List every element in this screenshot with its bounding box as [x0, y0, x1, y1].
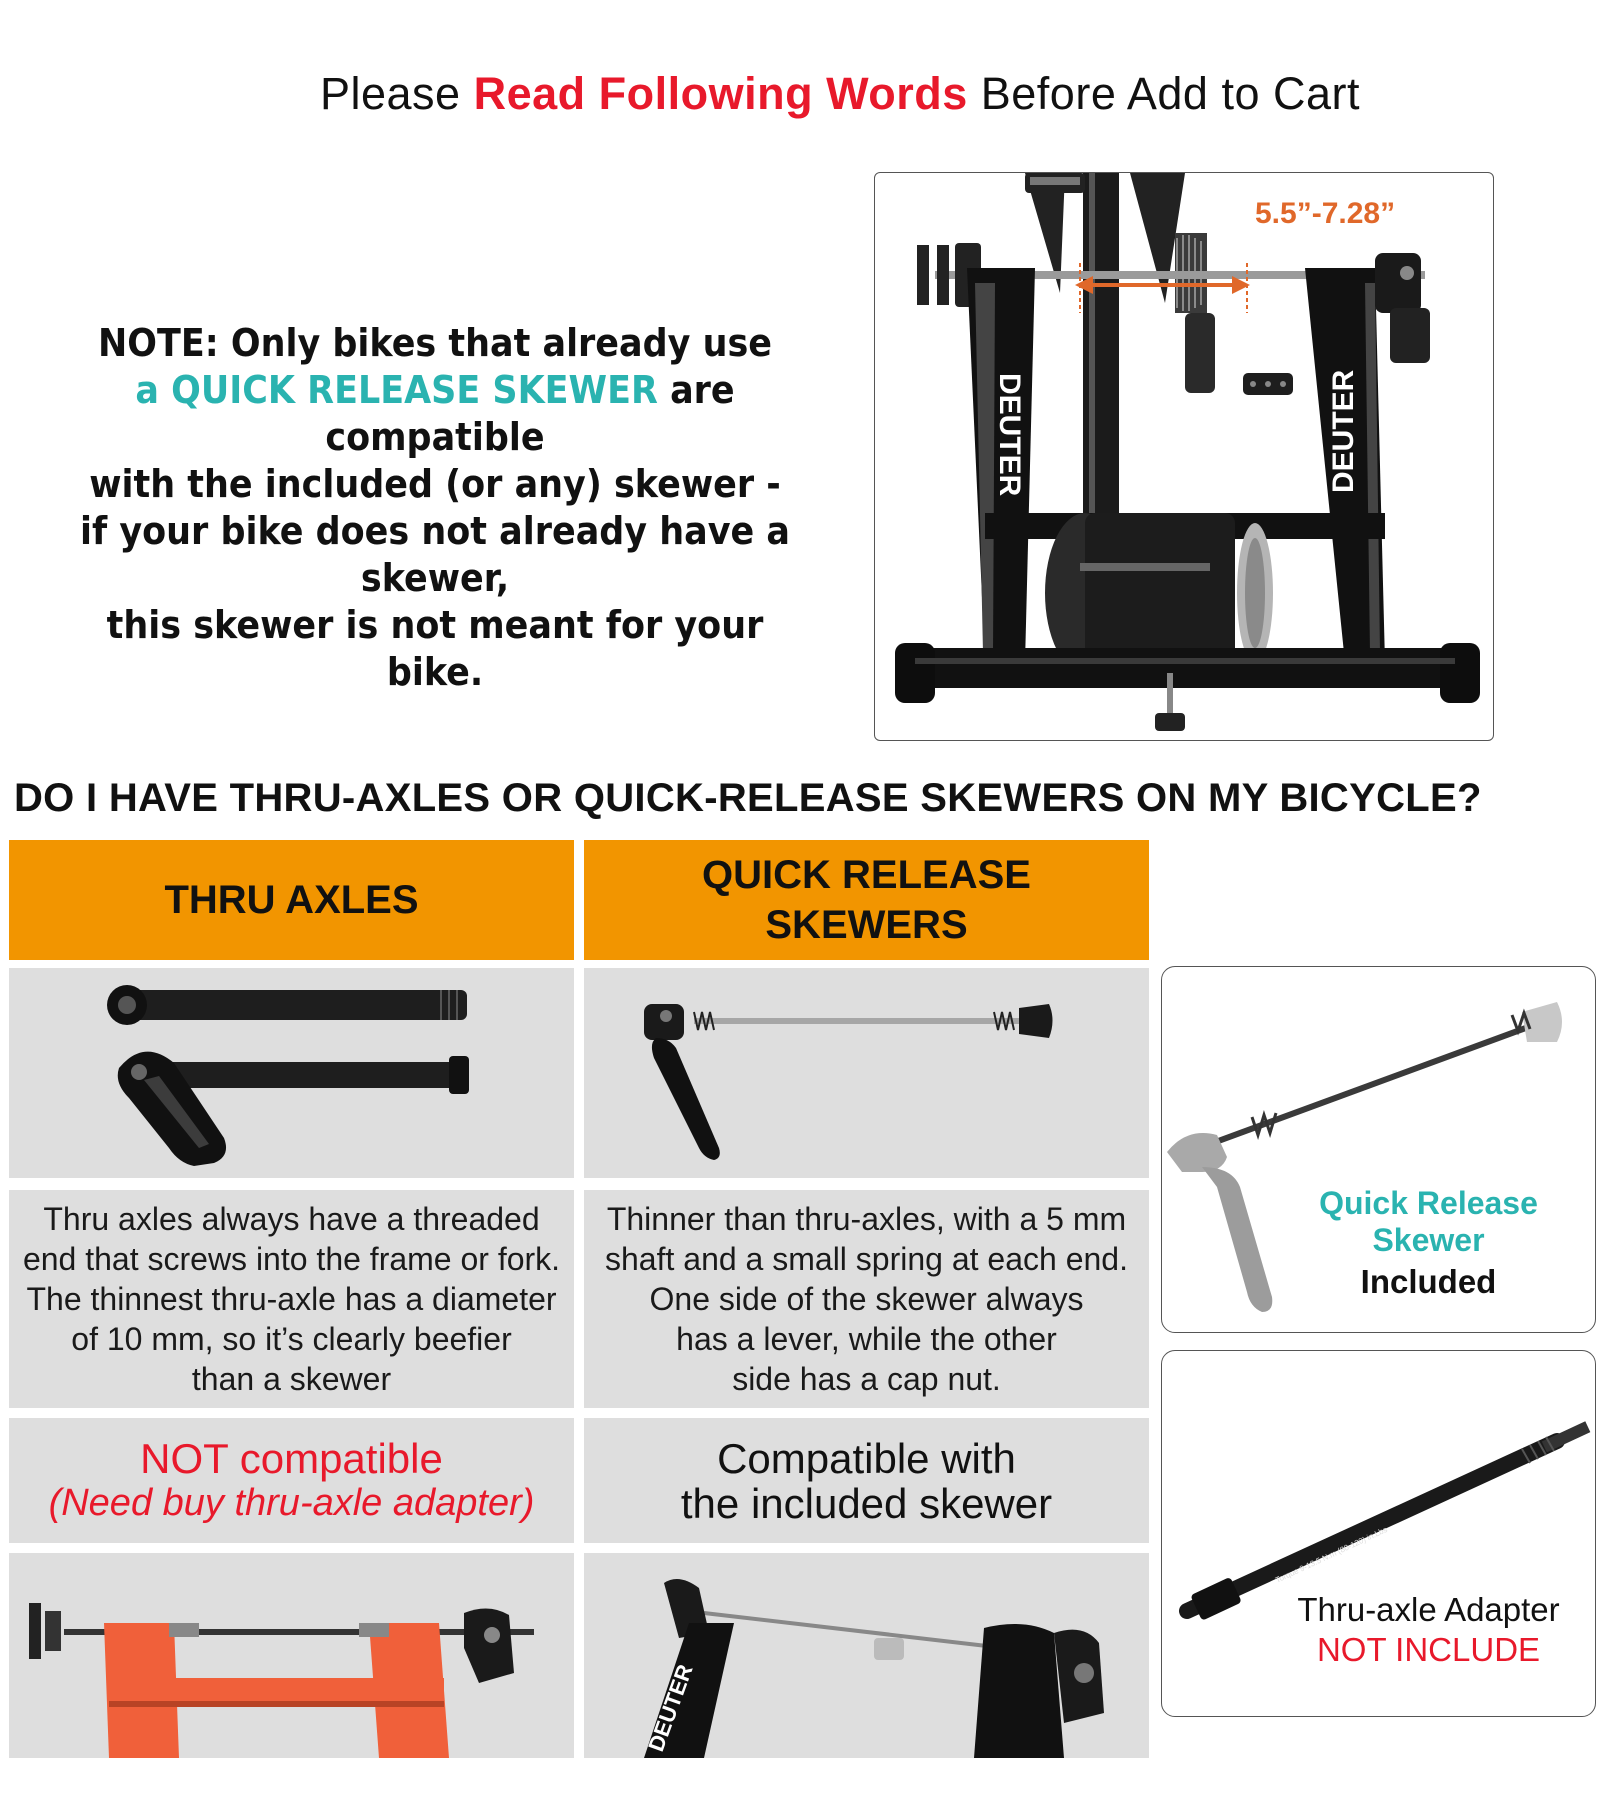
note-highlight: a QUICK RELEASE SKEWER	[135, 368, 658, 412]
quick-release-image	[584, 968, 1149, 1178]
adapter-status: NOT INCLUDE	[1316, 1631, 1541, 1668]
included-status: Included	[1360, 1263, 1497, 1300]
thru-axle-compatibility: NOT compatible (Need buy thru-axle adapter)	[9, 1418, 574, 1543]
quick-release-trainer-image	[584, 1553, 1149, 1758]
trainer-brand-right: DEUTER	[1327, 369, 1360, 493]
col-header-quick-release: QUICK RELEASE SKEWERS	[584, 840, 1149, 960]
compatibility-note: NOTE: Only bikes that already use a QUICK RELEASE SKEWER are compatible with the included (or any) skewer - if your bike does not already have a skewer, this skewer is not meant for your bike.	[79, 321, 791, 694]
section-question: DO I HAVE THRU-AXLES OR QUICK-RELEASE SKEWERS ON MY BICYCLE?	[14, 776, 1482, 820]
qr-trainer-brand: DEUTER	[643, 1661, 698, 1755]
adapter-card	[1161, 1350, 1596, 1717]
headline-highlight: Read Following Words	[473, 68, 968, 119]
quick-release-description: Thinner than thru-axles, with a 5 mm shaft and a small spring at each end. One side of the skewer always has a lever, while the other side has a cap nut.	[584, 1190, 1149, 1408]
quick-release-image-cell	[584, 968, 1149, 1178]
included-skewer-label: Quick Release Skewer	[1319, 1185, 1538, 1258]
quick-release-compatibility: Compatible with the included skewer	[584, 1418, 1149, 1543]
thru-axle-trainer-image	[9, 1553, 574, 1758]
trainer-brand-left: DEUTER	[993, 373, 1026, 497]
trainer-photo	[874, 172, 1494, 741]
adapter-print: Torque 9-13.5 N.m (80-120) in.Lbs	[1274, 1524, 1389, 1585]
thru-axle-description: Thru axles always have a threaded end that screws into the frame or fork. The thinnest thru-axle has a diameter of 10 mm, so it’s clearly beefier than a skewer	[9, 1190, 574, 1408]
trainer-measurement: 5.5”-7.28”	[1255, 197, 1396, 230]
col-header-thru-axles: THRU AXLES	[9, 840, 574, 960]
page-headline: Please Read Following Words Before Add to Cart	[319, 68, 1360, 119]
adapter-label: Thru-axle Adapter	[1297, 1591, 1560, 1628]
included-skewer-card	[1161, 966, 1596, 1333]
thru-axle-image-cell	[9, 968, 574, 1178]
thru-axle-image	[9, 968, 574, 1178]
